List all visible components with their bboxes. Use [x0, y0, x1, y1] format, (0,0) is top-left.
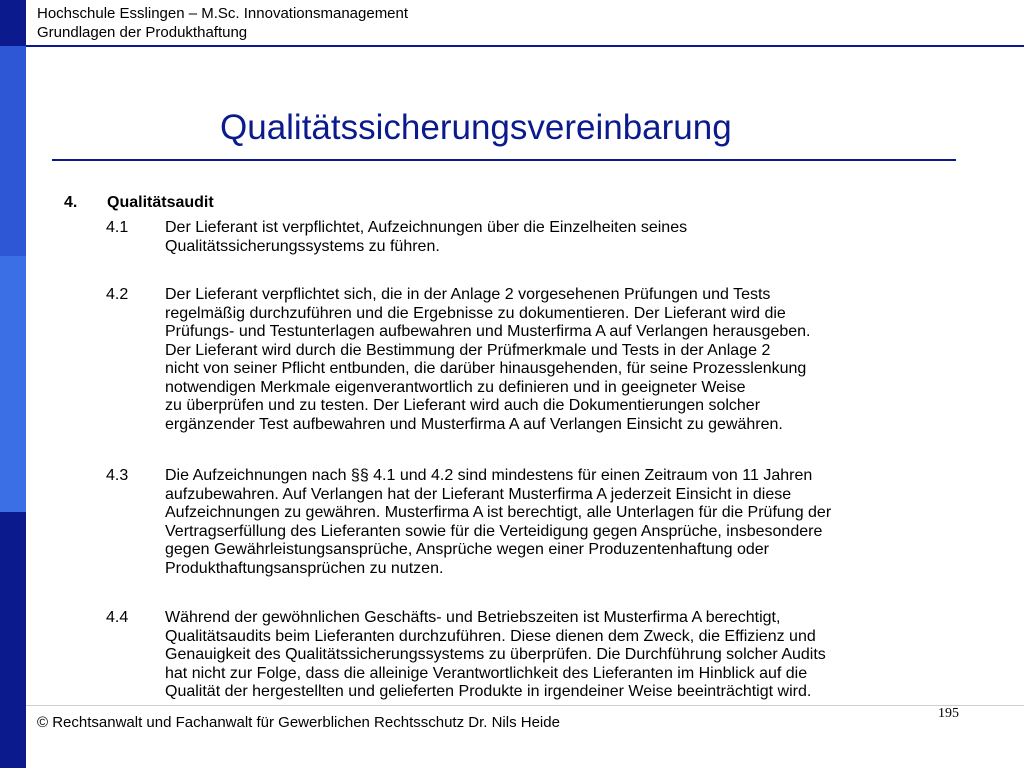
text-line: Produkthaftungsansprüchen zu nutzen. [165, 559, 444, 577]
slide-title: Qualitätssicherungsvereinbarung [220, 108, 732, 147]
title-underline [52, 159, 956, 161]
paragraph-number: 4.1 [106, 219, 129, 236]
paragraph-number: 4.3 [106, 467, 129, 484]
header-course: Grundlagen der Produkthaftung [37, 24, 248, 41]
text-line: Genauigkeit des Qualitätssicherungssystems zu überprüfen. Die Durchführung solcher Audits [165, 646, 826, 663]
text-line: Aufzeichnungen zu gewähren. Musterfirma A ist berechtigt, alle Unterlagen für die Prüfung der [165, 504, 832, 521]
side-bar-segment-top [0, 0, 26, 46]
text-line: gegen Gewährleistungsansprüche, Ansprüche wegen einer Produzentenhaftung oder [165, 541, 769, 558]
header-divider [26, 45, 1024, 47]
footer-divider [26, 705, 1024, 706]
text-line: Vertragserfüllung des Lieferanten sowie für die Verteidigung gegen Ansprüche, insbesondere [165, 522, 823, 540]
text-line: Qualität der hergestellten und gelieferten Produkte in irgendeiner Weise beeinträchtigt wird. [165, 683, 812, 700]
paragraph-text [165, 609, 1010, 702]
page-number: 195 [938, 706, 959, 721]
text-line: ergänzender Test aufbewahren und Musterfirma A auf Verlangen Einsicht zu gewähren. [165, 415, 783, 433]
side-bar-segment-lower [0, 256, 26, 512]
paragraph-number: 4.2 [106, 286, 129, 303]
section-title: Qualitätsaudit [107, 194, 214, 211]
footer-copyright: © Rechtsanwalt und Fachanwalt für Gewerblichen Rechtsschutz Dr. Nils Heide [37, 714, 560, 731]
slide-header [37, 4, 408, 42]
text-line: Die Aufzeichnungen nach §§ 4.1 und 4.2 sind mindestens für einen Zeitraum von 11 Jahren [165, 467, 813, 484]
text-line: zu überprüfen und zu testen. Der Lieferant wird auch die Dokumentierungen solcher [165, 397, 761, 414]
side-bar-segment-bottom [0, 512, 26, 768]
text-line: nicht von seiner Pflicht entbunden, die darüber hinausgehenden, für seine Prozesslenkung [165, 360, 807, 377]
text-line: hat nicht zur Folge, dass die alleinige Verantwortlichkeit des Lieferanten im Hinblick auf die [165, 664, 808, 682]
text-line: aufzubewahren. Auf Verlangen hat der Lieferant Musterfirma A jederzeit Einsicht in diese [165, 485, 792, 503]
text-line: regelmäßig durchzuführen und die Ergebnisse zu dokumentieren. Der Lieferant wird die [165, 304, 786, 322]
paragraph-text [165, 286, 1010, 434]
text-line: Der Lieferant verpflichtet sich, die in der Anlage 2 vorgesehenen Prüfungen und Tests [165, 286, 771, 303]
section-number: 4. [64, 194, 78, 211]
paragraph-number: 4.4 [106, 609, 129, 626]
paragraph-text [165, 467, 1010, 578]
text-line: Der Lieferant wird durch die Bestimmung der Prüfmerkmale und Tests in der Anlage 2 [165, 341, 771, 359]
text-line: Prüfungs- und Testunterlagen aufbewahren und Musterfirma A auf Verlangen herausgeben. [165, 323, 811, 340]
text-line: notwendigen Merkmale eigenverantwortlich zu definieren und in geeigneter Weise [165, 378, 746, 396]
paragraph-text [165, 219, 1010, 256]
text-line: Qualitätssicherungssystems zu führen. [165, 237, 440, 255]
header-institution: Hochschule Esslingen – M.Sc. Innovationsmanagement [37, 5, 409, 22]
text-line: Der Lieferant ist verpflichtet, Aufzeichnungen über die Einzelheiten seines [165, 219, 688, 236]
text-line: Qualitätsaudits beim Lieferanten durchzuführen. Diese dienen dem Zweck, die Effizienz und [165, 627, 816, 645]
text-line: Während der gewöhnlichen Geschäfts- und Betriebszeiten ist Musterfirma A berechtigt, [165, 609, 781, 626]
side-bar-segment-middle [0, 46, 26, 256]
